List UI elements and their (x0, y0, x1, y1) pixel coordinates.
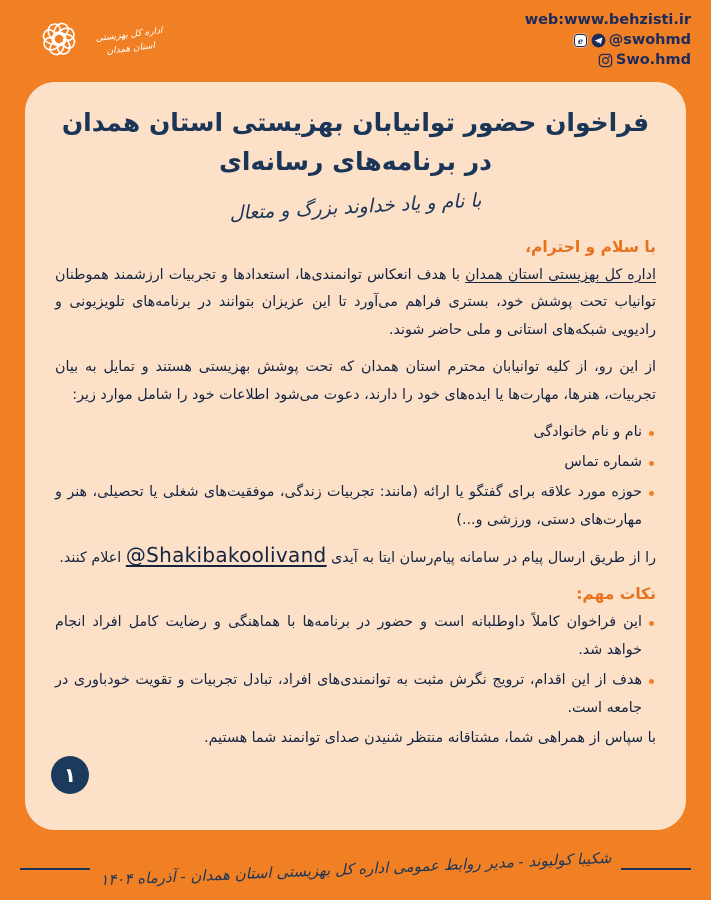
list-item: این فراخوان کاملاً داوطلبانه است و حضور در برنامه‌ها با هماهنگی و رضایت کامل افراد انجام خواهد شد. (55, 609, 656, 665)
contact-website[interactable] (525, 10, 691, 30)
list-item: نام و نام خانوادگی (55, 419, 656, 447)
organization-brand (28, 8, 163, 70)
closing-statement: با سپاس از همراهی شما، مشتاقانه منتظر شنیدن صدای توانمند شما هستیم. (204, 729, 656, 746)
footer-rule-right (20, 868, 90, 870)
instagram-icon (598, 53, 613, 68)
submission-suffix: اعلام کنند. (59, 550, 126, 567)
contact-messengers-text: @swohmd (608, 31, 691, 48)
paragraph-intro-underlined: اداره کل بهزیستی استان همدان (465, 266, 656, 283)
list-item: حوزه مورد علاقه برای گفتگو یا ارائه (مانند: تجربیات زندگی، موفقیت‌های شغلی یا تحصیلی، هنر و مهارت‌های دستی، ورزشی و...) (55, 479, 656, 535)
submission-prefix: را از طریق ارسال پیام در سامانه پیام‌رسان ایتا به آیدی (326, 550, 656, 567)
poster-panel (25, 82, 686, 830)
submission-instruction (55, 536, 656, 575)
contact-instagram-text: Swo.hmd (615, 51, 691, 68)
page-title-line1: فراخوان حضور توانیابان بهزیستی استان همدان (61, 108, 650, 137)
page-title-line2: در برنامه‌های رسانه‌ای (218, 146, 492, 176)
footer-caption: شکیبا کولیوند - مدیر روابط عمومی اداره کل بهزیستی استان همدان - آذرماه ۱۴۰۴ (99, 848, 612, 890)
contact-list (525, 10, 691, 70)
important-notes-list (55, 609, 656, 723)
eitaa-icon (573, 33, 588, 48)
organization-name (94, 19, 165, 60)
poster-body (25, 222, 686, 753)
bismillah-calligraphy: با نام و یاد خداوند بزرگ و متعال (229, 188, 482, 225)
greeting-heading: با سلام و احترام، (525, 237, 656, 256)
footer-rule-left (621, 868, 691, 870)
required-info-list (55, 419, 656, 535)
telegram-icon (591, 33, 606, 48)
organization-name-line1: اداره کل بهزیستی (95, 25, 164, 44)
page-number-badge: ۱ (51, 756, 89, 794)
svg-text:e: e (577, 35, 583, 46)
poster-footer (0, 838, 711, 900)
contact-messengers[interactable] (525, 30, 691, 50)
list-item: شماره تماس (55, 449, 656, 477)
organization-name-line2: استان همدان (105, 39, 156, 56)
poster-header (0, 0, 711, 82)
paragraph-intro-rest: با هدف انعکاس توانمندی‌ها، استعدادها و تجربیات ارزشمند هموطنان توانیاب تحت پوشش خود، بستری فراهم می‌آورد تا این عزیزان بتوانند در برنامه‌های تلویزیونی و رادیویی شبکه‌های استانی و ملی حاضر شوند. (55, 266, 656, 339)
eitaa-handle[interactable]: @Shakibakoolivand (125, 543, 327, 568)
contact-instagram[interactable] (525, 50, 691, 70)
notes-heading: نکات مهم: (576, 585, 656, 604)
contact-website-text: web:www.behzisti.ir (524, 11, 691, 28)
list-item: هدف از این اقدام، ترویج نگرش مثبت به توانمندی‌های افراد، تبادل تجربیات و تقویت خودباوری در جامعه است. (55, 667, 656, 723)
paragraph-invitation: از این رو، از کلیه توانیابان محترم استان همدان که تحت پوشش بهزیستی هستند و تمایل به بیان تجربیات، هنرها، مهارت‌ها یا ایده‌های خود را دارند، دعوت می‌شود اطلاعات خود را شامل موارد زیر: (55, 359, 656, 403)
page-title (47, 104, 664, 182)
behzisti-flower-emblem-icon (28, 8, 90, 70)
paragraph-intro (55, 262, 656, 346)
